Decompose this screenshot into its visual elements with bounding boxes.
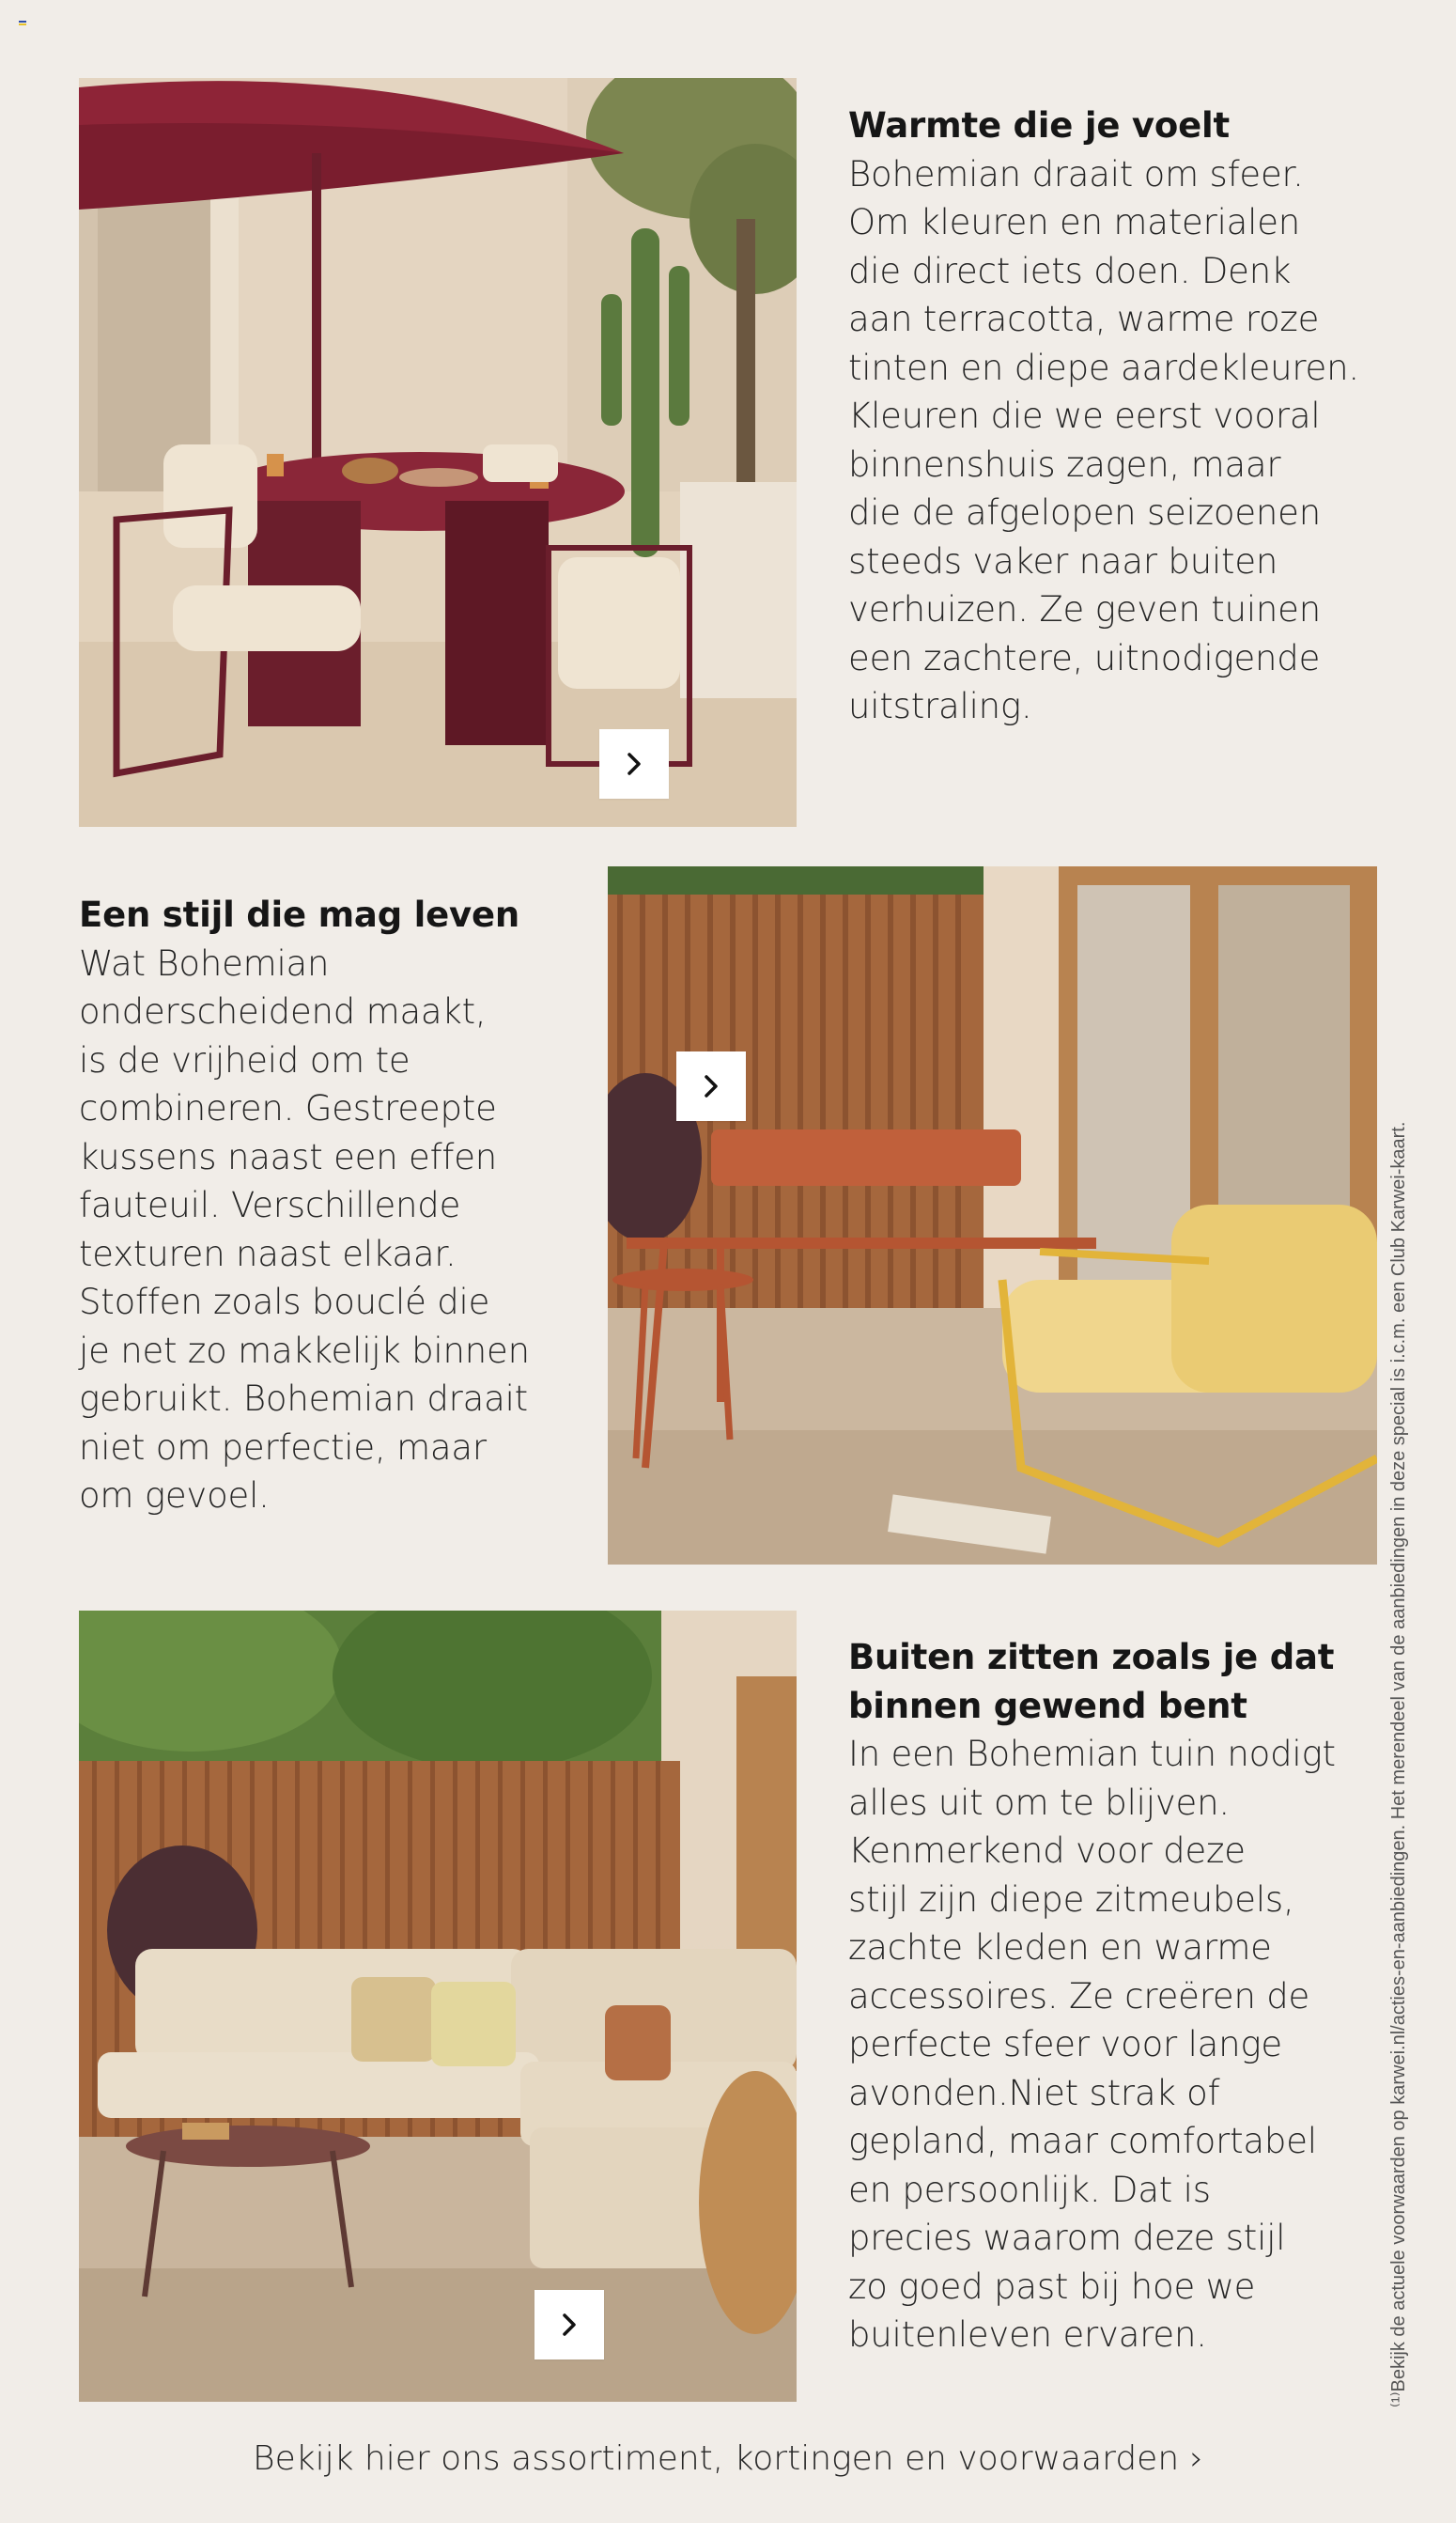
photo-dining-set — [79, 78, 797, 827]
chevron-right-icon — [555, 2311, 583, 2339]
section-stijl — [79, 891, 586, 1520]
section-heading: Een stijl die mag leven — [79, 895, 519, 935]
photo-bench-armchair — [608, 866, 1377, 1565]
chevron-right-icon — [620, 750, 648, 778]
section-buiten — [848, 1633, 1374, 2359]
next-button-lounge[interactable] — [534, 2290, 604, 2359]
chevron-right-icon — [697, 1072, 725, 1100]
disclaimer-text: ⁽¹⁾Bekijk de actuele voorwaarden op karwei.nl/acties-en-aanbiedingen. Het merendeel van de aanbiedingen in deze special is i.c.m. een Club Karwei-kaart. — [1388, 1121, 1409, 2407]
photo-lounge-set — [79, 1611, 797, 2402]
section-warmte — [848, 101, 1374, 731]
next-button-bench[interactable] — [676, 1051, 746, 1121]
section-body: Bohemian draait om sfeer. Om kleuren en materialen die direct iets doen. Denk aan terracotta, warme roze tinten en diepe aardekleuren. Kleuren die we eerst vooral binnenshuis zagen, maar die de afgelopen seizoenen steeds vaker naar buiten verhuizen. Ze geven tuinen een zachtere, uitnodigende uitstraling. — [848, 153, 1359, 726]
assortment-link[interactable]: Bekijk hier ons assortiment, kortingen en voorwaarden › — [253, 2439, 1203, 2478]
corner-mark — [19, 21, 26, 25]
section-body: Wat Bohemian onderscheidend maakt, is de vrijheid om te combineren. Gestreepte kussens naast een effen fauteuil. Verschillende texturen naast elkaar. Stoffen zoals bouclé die je net zo makkelijk binnen gebruikt. Bohemian draait niet om perfectie, maar om gevoel. — [79, 942, 530, 1516]
section-heading: Warmte die je voelt — [848, 105, 1230, 146]
section-body: In een Bohemian tuin nodigt alles uit om te blijven. Kenmerkend voor deze stijl zijn diepe zitmeubels, zachte kleden en warme accessoires. Ze creëren de perfecte sfeer voor lange avonden.Niet strak of gepland, maar comfortabel en persoonlijk. Dat is precies waarom deze stijl zo goed past bij hoe we buitenleven ervaren. — [848, 1734, 1336, 2355]
next-button-dining[interactable] — [599, 729, 669, 799]
section-heading: Buiten zitten zoals je dat binnen gewend bent — [848, 1637, 1335, 1726]
